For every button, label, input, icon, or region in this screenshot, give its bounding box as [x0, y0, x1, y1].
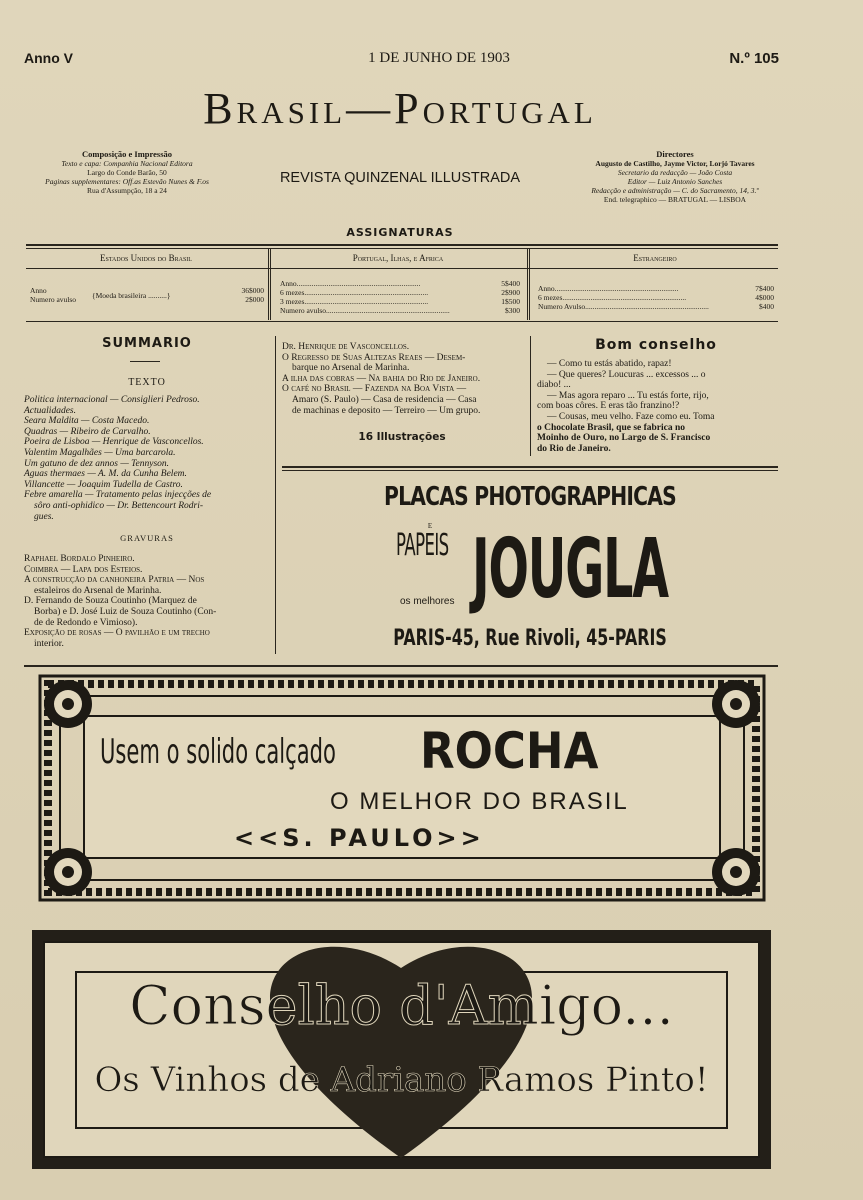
price-value: 7$400	[755, 284, 774, 293]
rule	[26, 244, 778, 246]
issue-number: N.º 105	[729, 50, 779, 67]
rule	[26, 248, 778, 249]
brazil-currency: {Moeda brasileira ..........}	[92, 291, 171, 300]
header-row	[24, 50, 779, 72]
rocha-advertisement	[38, 674, 766, 902]
list-item: Poeira de Lisboa — Henrique de Vasconcellos.	[24, 437, 204, 448]
rule	[26, 321, 778, 322]
portugal-title: Portugal, Ilhas, e Africa	[352, 253, 444, 263]
price-value: $300	[505, 306, 520, 315]
conselho-advertisement	[30, 928, 773, 1171]
list-item: A ilha das cobras — Na bahia do Rio de Janeiro.	[282, 373, 481, 384]
directors-line: End. telegraphico — BRATUGAL — LISBOA	[603, 195, 747, 204]
masthead-subtitle: REVISTA QUINZENAL ILLUSTRADA	[279, 170, 521, 186]
advice-line: do Rio de Janeiro.	[537, 443, 611, 454]
directors-info	[560, 150, 790, 204]
brazil-value: 36$000	[241, 286, 264, 295]
price-value: 2$900	[501, 288, 520, 297]
texto-heading: TEXTO	[128, 377, 166, 388]
divider	[527, 248, 530, 320]
list-item: Coimbra — Lapa dos Esteios.	[24, 564, 143, 575]
price-row: Anno .................................................................. 7$400	[538, 284, 774, 293]
price-row: 3 mezes .................................................................. 1$500	[280, 297, 520, 306]
list-item: Borba) e D. José Luiz de Souza Coutinho (Con-	[34, 606, 217, 617]
rule	[26, 268, 778, 269]
price-label: 6 mezes	[538, 293, 563, 302]
jougla-e: E	[427, 522, 433, 530]
texto-list	[24, 395, 272, 522]
brazil-row-label: Anno	[30, 286, 47, 295]
price-row: Numero Avulso .................................................................. $400	[538, 302, 774, 311]
divider	[268, 248, 271, 320]
summary-heading: SUMMARIO	[102, 336, 192, 351]
issue-date: 1 DE JUNHO DE 1903	[368, 50, 510, 66]
list-item: O Regresso de Suas Altezas Reaes — Desem-	[282, 352, 466, 363]
list-item: Um gatuno de dez annos — Tennyson.	[24, 458, 170, 469]
foreign-title: Estrangeiro	[633, 253, 677, 263]
composition-info	[22, 150, 232, 195]
brazil-value: 2$000	[245, 295, 264, 304]
advice-line: — Que queres? Loucuras ... excessos ... o	[547, 369, 706, 380]
rule	[24, 665, 778, 667]
rocha-city-text: S. PAULO	[282, 824, 437, 852]
advice-line: com boas côres. E eras tão franzino!?	[537, 401, 680, 412]
column-divider	[275, 336, 276, 654]
rocha-line1: Usem o solido calçado	[100, 732, 336, 772]
list-item: gues.	[34, 511, 54, 522]
advice-line: Moinho de Ouro, no Largo de S. Francisco	[537, 433, 711, 444]
list-item: Aguas thermaes — A. M. da Cunha Belem.	[24, 469, 187, 480]
list-item: estaleiros do Arsenal de Marinha.	[34, 585, 162, 596]
price-value: 5$400	[501, 279, 520, 288]
directors-line: Redacção e administração — C. do Sacramento, 14, 3.º	[591, 186, 759, 195]
list-item: Raphael Bordalo Pinheiro.	[24, 554, 135, 564]
list-item: de de Redondo e Vimioso).	[34, 617, 138, 628]
portugal-rows	[280, 279, 520, 315]
list-item: Villancette — Joaquim Tudella de Castro.	[24, 479, 183, 490]
column-divider	[530, 336, 531, 456]
price-label: Numero Avulso	[538, 302, 586, 311]
composition-line: Paginas supplementares: Off.as Estevão Nunes & F.os	[45, 177, 209, 186]
price-label: Numero avulso	[280, 306, 327, 315]
list-item: D. Fernando de Souza Coutinho (Marquez de	[24, 596, 197, 607]
list-item: barque no Arsenal de Marinha.	[292, 363, 410, 374]
jougla-melhores: os melhores	[400, 596, 455, 607]
subscriptions-heading: ASSIGNATURAS	[346, 226, 454, 239]
rule	[130, 361, 160, 362]
price-value: $400	[759, 302, 774, 311]
advice-line: — Como tu estás abatido, rapaz!	[547, 359, 672, 369]
gravuras-list	[24, 554, 272, 649]
list-item: Quadras — Ribeiro de Carvalho.	[24, 426, 151, 437]
heart-frame	[30, 928, 773, 1171]
composition-line: Rua d'Assumpção, 18 a 24	[87, 186, 167, 195]
brazil-row-label: Numero avulso	[30, 295, 77, 304]
rocha-tagline: O MELHOR DO BRASIL	[330, 788, 629, 815]
brazil-title: Estados Unidos do Brasil	[100, 253, 192, 263]
rule	[282, 466, 778, 468]
illustrations-count: 16 Illustrações	[358, 431, 446, 443]
composition-line: Largo do Conde Barão, 50	[87, 168, 167, 177]
list-item: sôro anti-ophidico — Dr. Bettencourt Rodri-	[34, 500, 204, 511]
price-label: Anno	[280, 279, 297, 288]
advice-text	[537, 359, 779, 454]
jougla-brand: JOUGLA	[472, 522, 668, 617]
composition-heading: Composição e Impressão	[81, 149, 173, 159]
list-item: Dr. Henrique de Vasconcellos.	[282, 342, 410, 352]
price-row: Anno .................................................................. 5$400	[280, 279, 520, 288]
list-item: O café no Brasil — Fazenda na Boa Vista —	[282, 384, 467, 395]
price-row: 6 mezes .................................................................. 2$900	[280, 288, 520, 297]
conselho-headline: Conselho d'Amigo...	[129, 974, 674, 1037]
brazil-labels	[30, 286, 90, 304]
directors-line: Secretario da redacção — João Costa	[617, 168, 733, 177]
currency-label: Moeda brasileira	[95, 291, 147, 300]
list-item: interior.	[34, 638, 64, 649]
directors-line: Editor — Luiz Antonio Sanches	[627, 177, 723, 186]
list-item: de machinas e deposito — Terreiro — Um grupo.	[292, 405, 481, 416]
list-item: Actualidades.	[24, 405, 76, 416]
jougla-papeis: PAPEIS	[396, 528, 449, 563]
list-item: Febre amarella — Tratamento pelas injecções de	[24, 490, 212, 501]
middle-list	[282, 342, 526, 416]
price-label: 6 mezes	[280, 288, 305, 297]
directors-heading: Directores	[656, 149, 694, 159]
jougla-headline: PLACAS PHOTOGRAPHICAS	[383, 482, 677, 512]
conselho-tagline: Os Vinhos de Adriano Ramos Pinto!	[94, 1060, 709, 1100]
price-row: Numero avulso .................................................................. $300	[280, 306, 520, 315]
advice-line: diabo! ...	[537, 380, 571, 391]
gravuras-heading: GRAVURAS	[120, 533, 174, 543]
directors-line: Augusto de Castilho, Jayme Victor, Lorjó Tavares	[595, 159, 755, 168]
advice-line: o Chocolate Brasil, que se fabrica no	[537, 422, 686, 433]
advice-line: — Cousas, meu velho. Faze como eu. Toma	[547, 411, 715, 422]
price-label: Anno	[538, 284, 555, 293]
list-item: Valentim Magalhães — Uma barcarola.	[24, 447, 176, 458]
rocha-city: <<S. PAULO>>	[234, 824, 485, 852]
list-item: Politica internacional — Consiglieri Pedroso.	[24, 395, 200, 405]
price-label: 3 mezes	[280, 297, 305, 306]
rule	[282, 470, 778, 471]
jougla-address: PARIS-45, Rue Rivoli, 45-PARIS	[393, 626, 667, 651]
price-row: 6 mezes .................................................................. 4$000	[538, 293, 774, 302]
list-item: Amaro (S. Paulo) — Casa de residencia — Casa	[292, 394, 477, 405]
jougla-advertisement	[282, 474, 778, 660]
advice-heading: Bom conselho	[595, 337, 717, 353]
composition-line: Texto e capa: Companhia Nacional Editora	[61, 159, 193, 168]
list-item: A construcção da canhoneira Patria — Nos	[24, 575, 205, 586]
advice-line: — Mas agora reparo ... Tu estás forte, rijo,	[547, 390, 709, 401]
masthead-title: Brasil—Portugal	[203, 84, 597, 133]
list-item: Seara Maldita — Costa Macedo.	[24, 416, 150, 427]
rocha-brand: ROCHA	[420, 722, 599, 780]
foreign-rows	[538, 284, 774, 311]
price-value: 1$500	[501, 297, 520, 306]
list-item: Exposição de rosas — O pavilhão e um trecho	[24, 628, 210, 639]
brazil-values	[232, 286, 264, 304]
volume-label: Anno V	[24, 50, 73, 66]
price-value: 4$000	[755, 293, 774, 302]
